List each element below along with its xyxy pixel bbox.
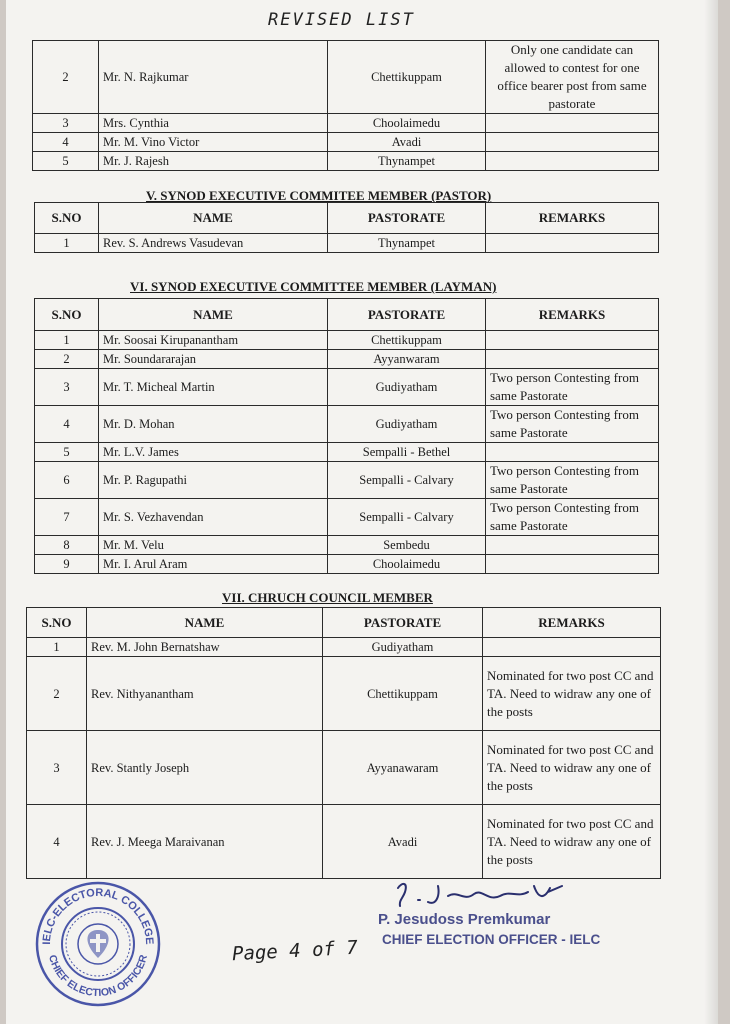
sno-header: S.NO xyxy=(35,299,99,331)
remarks-cell xyxy=(486,331,659,350)
name-cell: Rev. Stantly Joseph xyxy=(87,731,323,805)
pastorate-cell: Gudiyatham xyxy=(328,369,486,406)
church-council-table xyxy=(26,607,661,879)
name-cell: Mrs. Cynthia xyxy=(99,114,328,133)
remarks-cell: Two person Contesting from same Pastorate xyxy=(486,499,659,536)
table-row xyxy=(35,555,659,574)
pastorate-cell: Choolaimedu xyxy=(328,555,486,574)
pastorate-cell: Sembedu xyxy=(328,536,486,555)
name-cell: Rev. M. John Bernatshaw xyxy=(87,638,323,657)
name-header: NAME xyxy=(99,299,328,331)
sno-cell: 9 xyxy=(35,555,99,574)
remarks-cell: Only one candidate can allowed to contest for one office bearer post from same pastorate xyxy=(486,41,659,114)
table-row xyxy=(35,350,659,369)
sno-header: S.NO xyxy=(27,608,87,638)
sno-cell: 5 xyxy=(33,152,99,171)
remarks-cell xyxy=(486,234,659,253)
table-row xyxy=(27,731,661,805)
table-row xyxy=(33,152,659,171)
electoral-college-seal xyxy=(34,880,162,1008)
pastorate-cell: Avadi xyxy=(328,133,486,152)
table-row xyxy=(35,536,659,555)
pastorate-cell: Thynampet xyxy=(328,234,486,253)
section-6-title: VI. SYNOD EXECUTIVE COMMITTEE MEMBER (LAYMAN) xyxy=(130,279,497,294)
table-row xyxy=(35,462,659,499)
office-bearer-table xyxy=(32,40,659,171)
sno-cell: 5 xyxy=(35,443,99,462)
section-5-title: V. SYNOD EXECUTIVE COMMITEE MEMBER (PASTOR) xyxy=(146,188,492,203)
officer-title: CHIEF ELECTION OFFICER - IELC xyxy=(382,932,601,947)
table-row xyxy=(35,443,659,462)
table-row xyxy=(35,234,659,253)
pastorate-cell: Chettikuppam xyxy=(328,331,486,350)
name-cell: Mr. J. Rajesh xyxy=(99,152,328,171)
name-cell: Mr. M. Vino Victor xyxy=(99,133,328,152)
table-row xyxy=(27,657,661,731)
pastorate-cell: Chettikuppam xyxy=(328,41,486,114)
name-cell: Mr. L.V. James xyxy=(99,443,328,462)
pastorate-cell: Sempalli - Calvary xyxy=(328,499,486,536)
remarks-header: REMARKS xyxy=(486,299,659,331)
name-cell: Rev. S. Andrews Vasudevan xyxy=(99,234,328,253)
remarks-cell xyxy=(486,133,659,152)
name-cell: Mr. D. Mohan xyxy=(99,406,328,443)
sno-cell: 3 xyxy=(33,114,99,133)
sno-cell: 4 xyxy=(33,133,99,152)
name-cell: Mr. M. Velu xyxy=(99,536,328,555)
pastorate-cell: Thynampet xyxy=(328,152,486,171)
table-row xyxy=(35,331,659,350)
name-cell: Mr. P. Ragupathi xyxy=(99,462,328,499)
sno-cell: 1 xyxy=(35,234,99,253)
remarks-cell: Nominated for two post CC and TA. Need to widraw any one of the posts xyxy=(483,805,661,879)
name-cell: Mr. T. Micheal Martin xyxy=(99,369,328,406)
remarks-cell: Two person Contesting from same Pastorate xyxy=(486,462,659,499)
page-number-note: Page 4 of 7 xyxy=(231,936,359,966)
signature-block xyxy=(378,878,618,968)
name-cell: Mr. Soosai Kirupanantham xyxy=(99,331,328,350)
pastorate-cell: Choolaimedu xyxy=(328,114,486,133)
remarks-cell xyxy=(486,555,659,574)
remarks-cell xyxy=(486,350,659,369)
remarks-cell: Nominated for two post CC and TA. Need to widraw any one of the posts xyxy=(483,731,661,805)
sno-header: S.NO xyxy=(35,203,99,234)
pastorate-header: PASTORATE xyxy=(328,299,486,331)
sno-cell: 3 xyxy=(27,731,87,805)
pastorate-cell: Ayyanawaram xyxy=(323,731,483,805)
table-row xyxy=(35,406,659,443)
pastorate-cell: Gudiyatham xyxy=(323,638,483,657)
officer-name: P. Jesudoss Premkumar xyxy=(378,911,551,928)
table-row xyxy=(35,499,659,536)
name-header: NAME xyxy=(87,608,323,638)
sno-cell: 6 xyxy=(35,462,99,499)
pastorate-cell: Avadi xyxy=(323,805,483,879)
pastorate-cell: Sempalli - Calvary xyxy=(328,462,486,499)
remarks-cell xyxy=(486,443,659,462)
pastorate-cell: Gudiyatham xyxy=(328,406,486,443)
section-7-title: VII. CHRUCH COUNCIL MEMBER xyxy=(222,590,433,605)
seal-bottom-text: CHIEF ELECTION OFFICER xyxy=(45,953,151,1000)
pastorate-cell: Chettikuppam xyxy=(323,657,483,731)
name-header: NAME xyxy=(99,203,328,234)
remarks-header: REMARKS xyxy=(483,608,661,638)
remarks-header: REMARKS xyxy=(486,203,659,234)
remarks-cell: Two person Contesting from same Pastorate xyxy=(486,369,659,406)
sno-cell: 2 xyxy=(35,350,99,369)
synod-layman-table xyxy=(34,298,659,574)
table-row xyxy=(33,133,659,152)
document-page xyxy=(6,0,718,1024)
table-row xyxy=(33,114,659,133)
name-cell: Rev. J. Meega Maraivanan xyxy=(87,805,323,879)
table-row xyxy=(27,638,661,657)
name-cell: Mr. N. Rajkumar xyxy=(99,41,328,114)
sno-cell: 4 xyxy=(27,805,87,879)
name-cell: Mr. S. Vezhavendan xyxy=(99,499,328,536)
synod-pastor-table xyxy=(34,202,659,253)
sno-cell: 2 xyxy=(27,657,87,731)
table-row xyxy=(27,805,661,879)
sno-cell: 2 xyxy=(33,41,99,114)
pastorate-header: PASTORATE xyxy=(323,608,483,638)
sno-cell: 1 xyxy=(35,331,99,350)
table-row xyxy=(35,369,659,406)
sno-cell: 8 xyxy=(35,536,99,555)
remarks-cell xyxy=(486,114,659,133)
remarks-cell xyxy=(486,536,659,555)
sno-cell: 7 xyxy=(35,499,99,536)
revised-list-note: REVISED LIST xyxy=(268,10,415,30)
sno-cell: 1 xyxy=(27,638,87,657)
pastorate-cell: Sempalli - Bethel xyxy=(328,443,486,462)
sno-cell: 3 xyxy=(35,369,99,406)
remarks-cell: Nominated for two post CC and TA. Need to widraw any one of the posts xyxy=(483,657,661,731)
signature-icon xyxy=(378,878,578,914)
pastorate-cell: Ayyanwaram xyxy=(328,350,486,369)
name-cell: Mr. I. Arul Aram xyxy=(99,555,328,574)
seal-top-text: IELC-ELECTORAL COLLEGE xyxy=(40,886,156,945)
pastorate-header: PASTORATE xyxy=(328,203,486,234)
table-row xyxy=(33,41,659,114)
name-cell: Mr. Soundararajan xyxy=(99,350,328,369)
luther-rose-icon xyxy=(78,924,118,964)
remarks-cell xyxy=(486,152,659,171)
remarks-cell xyxy=(483,638,661,657)
name-cell: Rev. Nithyanantham xyxy=(87,657,323,731)
remarks-cell: Two person Contesting from same Pastorate xyxy=(486,406,659,443)
sno-cell: 4 xyxy=(35,406,99,443)
